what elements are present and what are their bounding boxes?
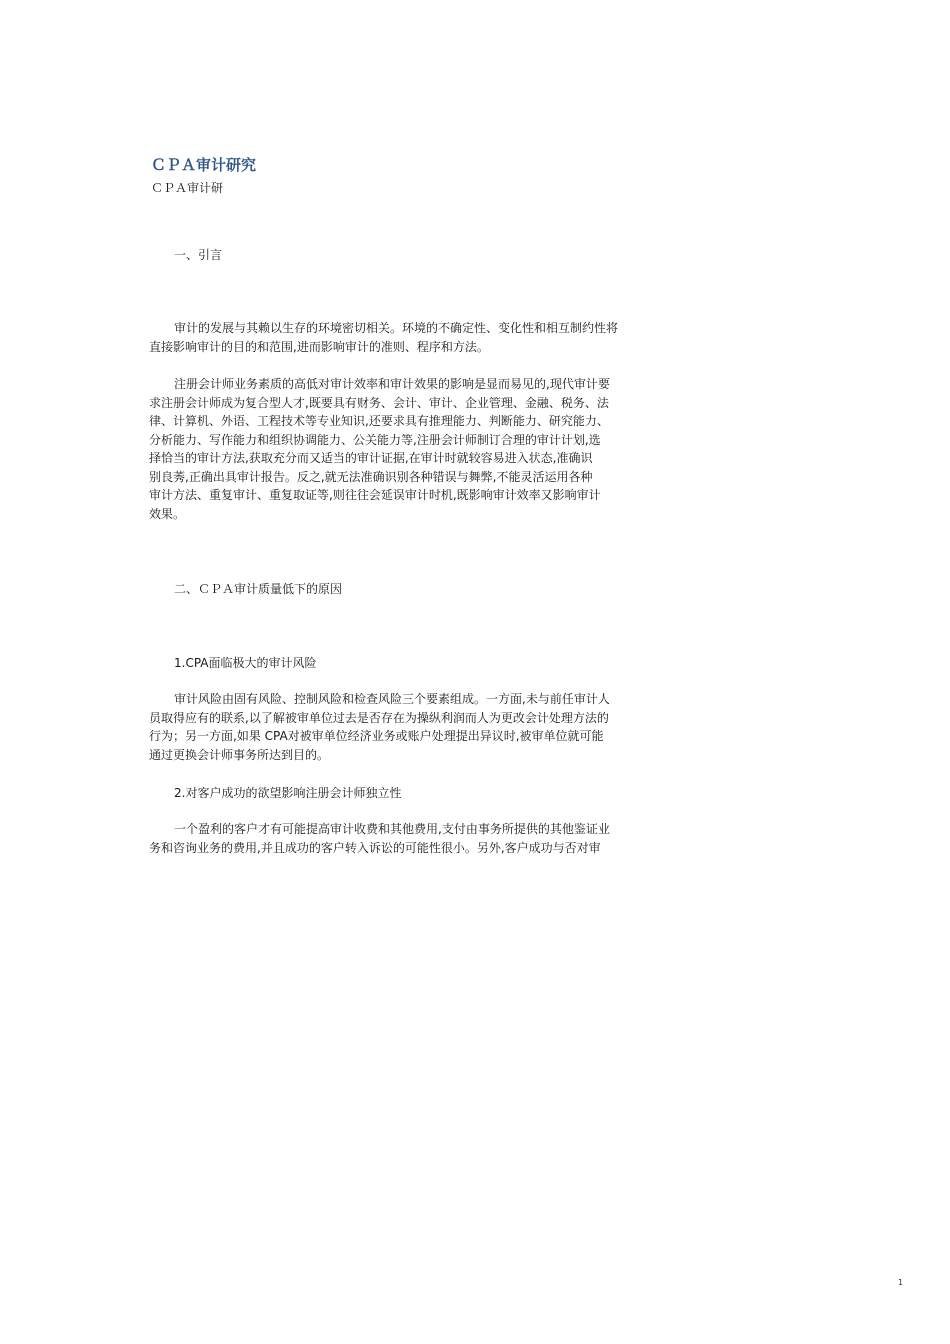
paragraph-line: 审计风险由固有风险、控制风险和检查风险三个要素组成。一方面,未与前任审计人	[174, 692, 610, 706]
paragraph-line: 务和咨询业务的费用,并且成功的客户转入诉讼的可能性很小。另外,客户成功与否对审	[149, 840, 601, 855]
paragraph-line: 求注册会计师成为复合型人才,既要具有财务、会计、审计、企业管理、金融、税务、法	[149, 395, 609, 410]
paragraph-line: 行为；另一方面,如果 CPA对被审单位经济业务或账户处理提出异议时,被审单位就可能	[149, 729, 604, 743]
paragraph-line: 效果。	[149, 506, 186, 521]
paragraph-line: 审计方法、重复审计、重复取证等,则往往会延误审计时机,既影响审计效率又影响审计	[149, 488, 601, 502]
paragraph-line: 员取得应有的联系,以了解被审单位过去是否存在为操纵利润而人为更改会计处理方法的	[149, 710, 609, 725]
paragraph-line: 通过更换会计师事务所达到目的。	[149, 747, 330, 762]
paragraph-line: 一个盈利的客户才有可能提高审计收费和其他费用,支付由事务所提供的其他鉴证业	[174, 822, 610, 836]
subsection-heading-audit-risk: 1.CPA面临极大的审计风险	[174, 656, 317, 670]
paragraph-line: 择恰当的审计方法,获取充分而又适当的审计证据,在审计时就较容易进入状态,准确识	[149, 451, 593, 465]
paragraph-line: 律、计算机、外语、工程技术等专业知识,还要求具有推理能力、判断能力、研究能力、	[149, 414, 609, 428]
page-number: 1	[898, 1278, 904, 1287]
document-title: ＣＰＡ审计研究	[151, 156, 257, 174]
paragraph-line: 分析能力、写作能力和组织协调能力、公关能力等,注册会计师制订合理的审计计划,选	[149, 432, 601, 447]
subsection-heading-independence: 2.对客户成功的欲望影响注册会计师独立性	[174, 786, 402, 800]
section-heading-introduction: 一、引言	[174, 248, 223, 262]
paragraph-line: 直接影响审计的目的和范围,进而影响审计的准则、程序和方法。	[149, 339, 489, 354]
paragraph-line: 注册会计师业务素质的高低对审计效率和审计效果的影响是显而易见的,现代审计要	[174, 377, 610, 391]
paragraph-audit-risk	[149, 690, 639, 764]
paragraph-1	[149, 319, 639, 356]
document-subtitle: ＣＰＡ审计研	[151, 181, 224, 195]
paragraph-2	[149, 375, 639, 523]
paragraph-line: 审计的发展与其赖以生存的环境密切相关。环境的不确定性、变化性和相互制约性将	[174, 321, 619, 335]
section-heading-causes: 二、ＣＰＡ审计质量低下的原因	[174, 582, 343, 596]
paragraph-line: 别良莠,正确出具审计报告。反之,就无法准确识别各种错误与舞弊,不能灵活运用各种	[149, 469, 593, 484]
paragraph-independence	[149, 820, 639, 857]
